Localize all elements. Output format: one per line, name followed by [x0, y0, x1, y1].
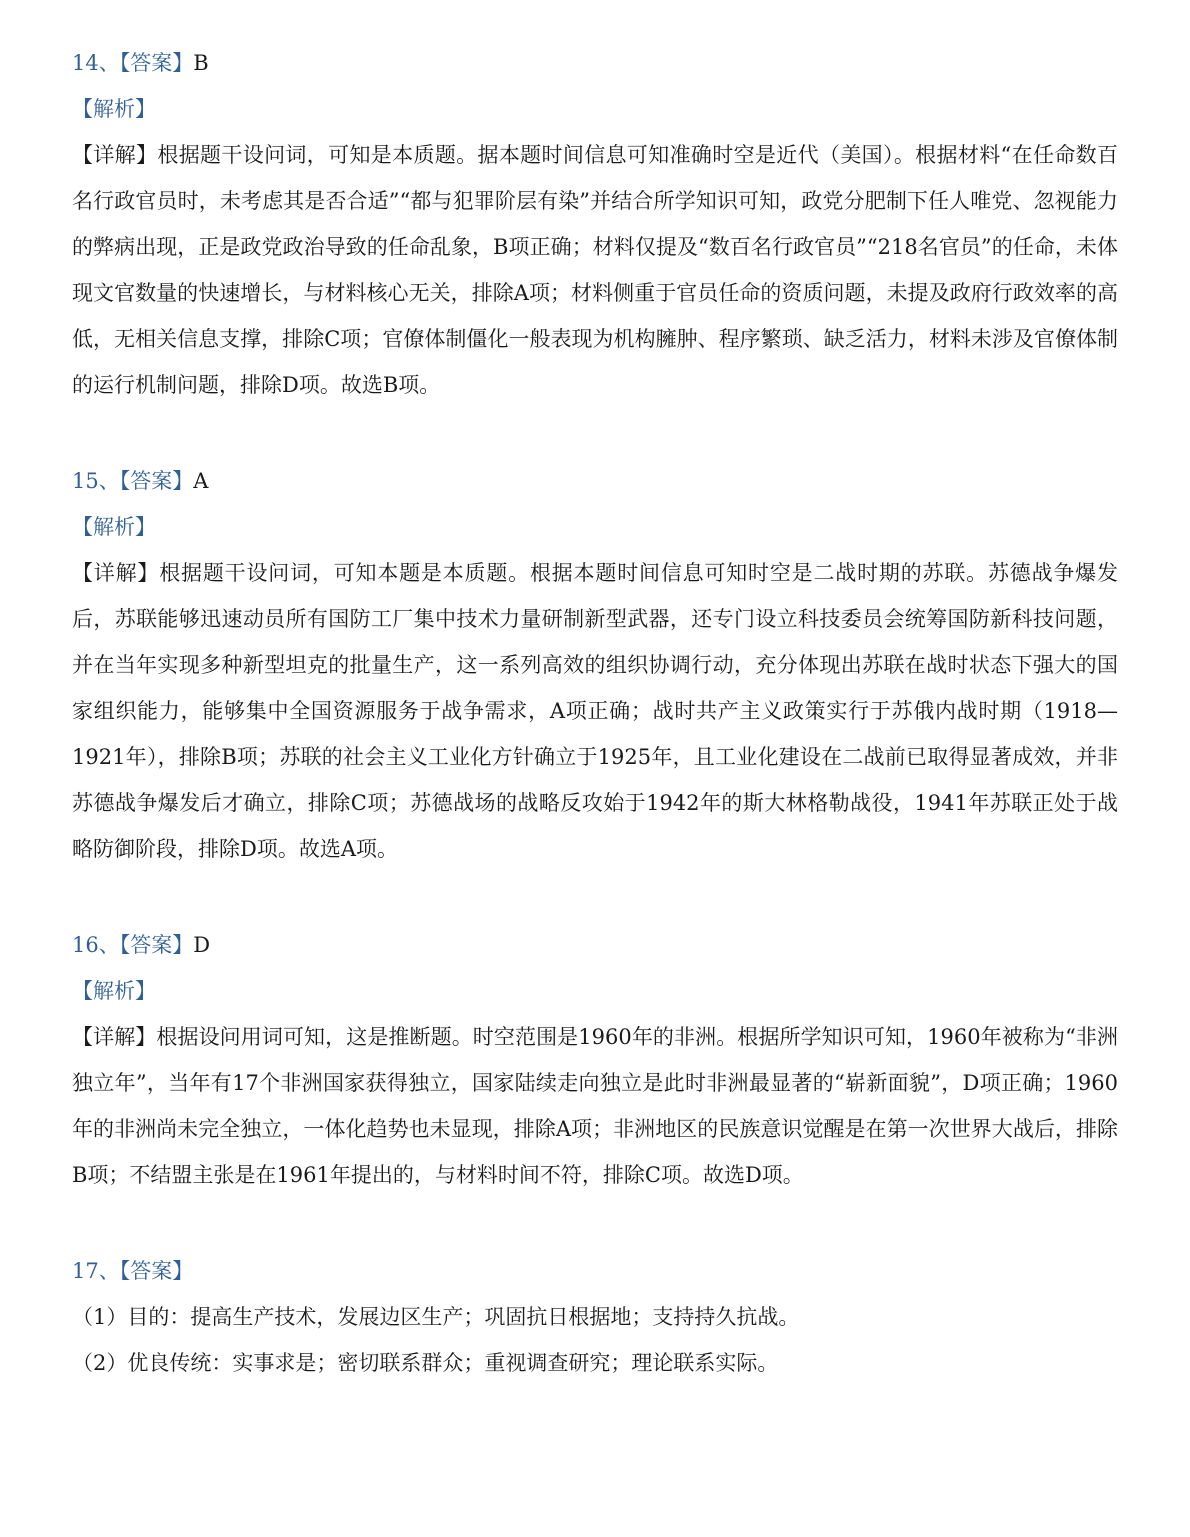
question-number: 15、: [72, 469, 120, 493]
detail-paragraph: 【详解】根据题干设问词，可知是本质题。据本题时间信息可知准确时空是近代（美国）。根据材料“在任命数百名行政官员时，未考虑其是否合适”“都与犯罪阶层有染”并结合所学知识可知，政党分肥制下任人唯党、忽视能力的弊病出现，正是政党政治导致的任命乱象，B项正确；材料仅提及“数百名行政官员”“218名官员”的任命，未体现文官数量的快速增长，与材料核心无关，排除A项；材料侧重于官员任命的资质问题，未提及政府行政效率的高低，无相关信息支撑，排除C项；官僚体制僵化一般表现为机构臃肿、程序繁琐、缺乏活力，材料未涉及官僚体制的运行机制问题，排除D项。故选B项。: [72, 143, 1118, 397]
answer-part-2: （2）优良传统：实事求是；密切联系群众；重视调查研究；理论联系实际。: [72, 1351, 779, 1375]
answer-value: A: [193, 469, 209, 493]
answer-part-1: （1）目的：提高生产技术，发展边区生产；巩固抗日根据地；支持持久抗战。: [72, 1305, 800, 1329]
answer-item-14: [72, 40, 1118, 408]
answer-label: 【答案】: [119, 51, 194, 75]
detail-paragraph: 【详解】根据设问用词可知，这是推断题。时空范围是1960年的非洲。根据所学知识可知，1960年被称为“非洲独立年”，当年有17个非洲国家获得独立，国家陆续走向独立是此时非洲最显著的“崭新面貌”，D项正确；1960年的非洲尚未完全独立，一体化趋势也未显现，排除A项；非洲地区的民族意识觉醒是在第一次世界大战后，排除B项；不结盟主张是在1961年提出的，与材料时间不符，排除C项。故选D项。: [72, 1025, 1118, 1187]
answer-item-17: [72, 1248, 1118, 1386]
question-number: 16、: [72, 933, 120, 957]
question-number: 17、: [72, 1259, 120, 1283]
answer-item-15: [72, 458, 1118, 872]
answer-document: [72, 40, 1118, 1436]
answer-item-16: [72, 922, 1118, 1198]
answer-header: [72, 40, 1118, 86]
answer-label: 【答案】: [119, 933, 194, 957]
analysis-label: 【解析】: [72, 979, 156, 1003]
analysis-label: 【解析】: [72, 97, 156, 121]
answer-value: D: [193, 933, 211, 957]
answer-value: B: [193, 51, 209, 75]
answer-header: [72, 922, 1118, 968]
answer-label: 【答案】: [119, 469, 194, 493]
question-number: 14、: [72, 51, 120, 75]
detail-paragraph: 【详解】根据题干设问词，可知本题是本质题。根据本题时间信息可知时空是二战时期的苏联。苏德战争爆发后，苏联能够迅速动员所有国防工厂集中技术力量研制新型武器，还专门设立科技委员会统筹国防新科技问题，并在当年实现多种新型坦克的批量生产，这一系列高效的组织协调行动，充分体现出苏联在战时状态下强大的国家组织能力，能够集中全国资源服务于战争需求，A项正确；战时共产主义政策实行于苏俄内战时期（1918—1921年），排除B项；苏联的社会主义工业化方针确立于1925年，且工业化建设在二战前已取得显著成效，并非苏德战争爆发后才确立，排除C项；苏德战场的战略反攻始于1942年的斯大林格勒战役，1941年苏联正处于战略防御阶段，排除D项。故选A项。: [72, 561, 1118, 861]
answer-label: 【答案】: [119, 1259, 194, 1283]
analysis-label: 【解析】: [72, 515, 156, 539]
answer-header: [72, 1248, 1118, 1294]
answer-header: [72, 458, 1118, 504]
